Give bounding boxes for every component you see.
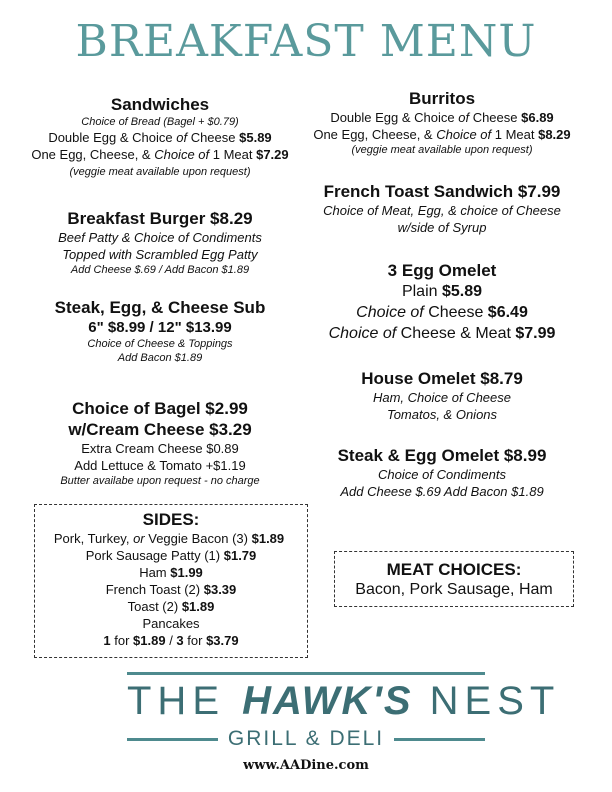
three-egg-omelet-section xyxy=(292,260,592,344)
logo-wordmark: THE HAWK'S NEST xyxy=(127,679,561,723)
sub-prices: 6" $8.99 / 12" $13.99 xyxy=(88,319,232,336)
sandwiches-section xyxy=(10,94,310,179)
french-toast-line-1: Choice of Meat, Egg, & choice of Cheese xyxy=(323,203,561,218)
steak-omelet-heading: Steak & Egg Omelet $8.99 xyxy=(337,446,547,465)
bagel-line-2: Add Lettuce & Tomato +$1.19 xyxy=(74,458,246,473)
sides-bacon: Pork, Turkey, or Veggie Bacon (3) $1.89 xyxy=(53,531,285,546)
burger-line-2: Topped with Scrambled Egg Patty xyxy=(62,247,258,262)
sides-box xyxy=(34,504,308,658)
hawks-nest-logo xyxy=(127,672,561,751)
bagel-line-3: Butter availabe upon request - no charge xyxy=(60,475,260,487)
website-url[interactable]: www.AADine.com xyxy=(243,758,369,773)
house-omelet-heading: House Omelet $8.79 xyxy=(361,369,523,388)
french-toast-heading: French Toast Sandwich $7.99 xyxy=(323,182,561,201)
sides-pancakes-prices: 1 for $1.89 / 3 for $3.79 xyxy=(103,633,239,648)
omelet3-meat: Choice of Cheese & Meat $7.99 xyxy=(328,325,556,342)
breakfast-burger-section xyxy=(10,208,310,277)
logo-right-rule xyxy=(394,738,485,741)
burrito-veggie-note: (veggie meat available upon request) xyxy=(351,144,533,156)
french-toast-section xyxy=(292,181,592,236)
sandwich-double-egg: Double Egg & Choice of Cheese $5.89 xyxy=(48,130,272,145)
bagel-section xyxy=(10,398,310,488)
burger-addons: Add Cheese $.69 / Add Bacon $1.89 xyxy=(70,264,250,276)
sandwiches-heading: Sandwiches xyxy=(110,95,210,114)
burritos-heading: Burritos xyxy=(408,89,476,108)
burrito-double-egg: Double Egg & Choice of Cheese $6.89 xyxy=(330,110,554,125)
burrito-one-egg: One Egg, Cheese, & Choice of 1 Meat $8.29 xyxy=(313,127,571,142)
sub-line-2: Add Bacon $1.89 xyxy=(117,352,203,364)
sides-pancakes: Pancakes xyxy=(142,616,200,631)
bagel-heading-2: w/Cream Cheese $3.29 xyxy=(68,420,252,439)
sides-sausage: Pork Sausage Patty (1) $1.79 xyxy=(85,548,257,563)
logo-subtitle: GRILL & DELI xyxy=(227,727,385,750)
logo-subline xyxy=(127,727,485,751)
sub-heading: Steak, Egg, & Cheese Sub xyxy=(54,298,266,317)
bagel-heading-1: Choice of Bagel $2.99 xyxy=(72,399,248,418)
omelet3-plain: Plain $5.89 xyxy=(401,283,483,300)
house-omelet-line-2: Tomatos, & Onions xyxy=(386,407,498,422)
sandwiches-note: Choice of Bread (Bagel + $0.79) xyxy=(81,116,239,128)
meat-choices-list: Bacon, Pork Sausage, Ham xyxy=(355,581,553,598)
sandwich-one-egg: One Egg, Cheese, & Choice of 1 Meat $7.29 xyxy=(31,147,289,162)
french-toast-line-2: w/side of Syrup xyxy=(397,220,487,235)
steak-omelet-section xyxy=(292,445,592,500)
burritos-section xyxy=(292,88,592,157)
house-omelet-line-1: Ham, Choice of Cheese xyxy=(372,390,511,405)
meat-choices-box xyxy=(334,551,574,607)
logo-left-rule xyxy=(127,738,218,741)
sides-toast: Toast (2) $1.89 xyxy=(127,599,215,614)
meat-choices-heading: MEAT CHOICES: xyxy=(386,560,522,579)
sides-ham: Ham $1.99 xyxy=(139,565,203,580)
sub-line-1: Choice of Cheese & Toppings xyxy=(87,338,233,350)
sides-heading: SIDES: xyxy=(142,510,200,529)
menu-title: BREAKFAST MENU xyxy=(75,16,537,67)
burger-line-1: Beef Patty & Choice of Condiments xyxy=(58,230,262,245)
sandwich-veggie-note: (veggie meat available upon request) xyxy=(69,166,251,178)
house-omelet-section xyxy=(292,368,592,423)
omelet3-heading: 3 Egg Omelet xyxy=(387,261,497,280)
omelet3-cheese: Choice of Cheese $6.49 xyxy=(356,304,528,321)
sides-french-toast: French Toast (2) $3.39 xyxy=(105,582,237,597)
bagel-line-1: Extra Cream Cheese $0.89 xyxy=(81,441,239,456)
steak-sub-section xyxy=(10,297,310,365)
burger-heading: Breakfast Burger $8.29 xyxy=(67,209,253,228)
steak-omelet-line-2: Add Cheese $.69 Add Bacon $1.89 xyxy=(340,484,544,499)
steak-omelet-line-1: Choice of Condiments xyxy=(378,467,506,482)
